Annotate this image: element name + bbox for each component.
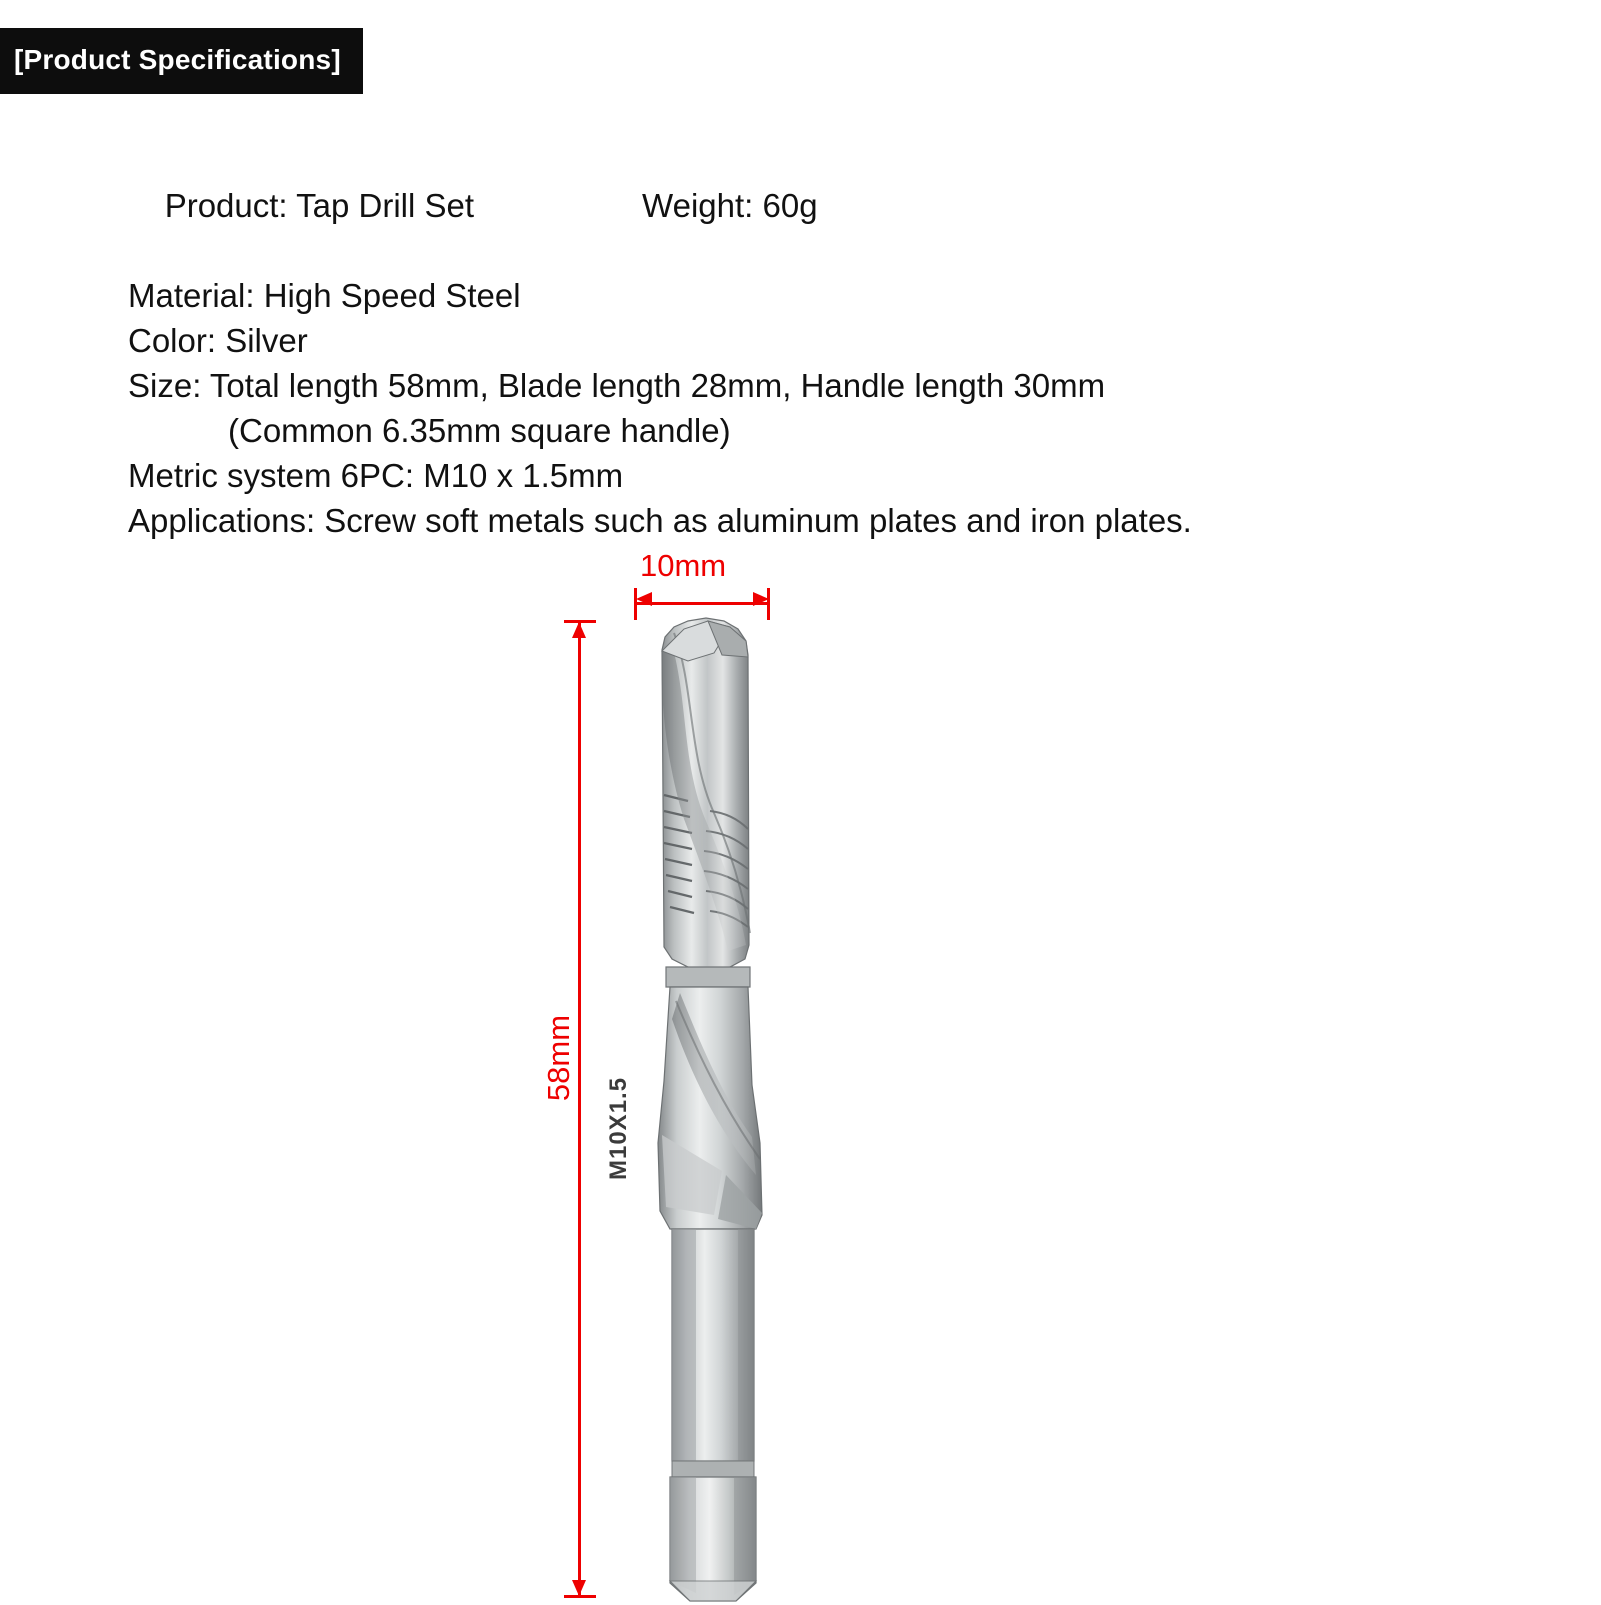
spec-color: Color: Silver bbox=[128, 322, 308, 359]
spec-product: Product: Tap Drill Set bbox=[164, 187, 475, 224]
product-specifications-banner: [Product Specifications] bbox=[0, 28, 363, 94]
tap-drill-bit-image bbox=[610, 615, 810, 1605]
spec-row-product-weight bbox=[128, 138, 1528, 273]
length-arrow-bottom-icon bbox=[572, 1580, 586, 1596]
spec-size: Size: Total length 58mm, Blade length 28mm, Handle length 30mm bbox=[128, 367, 1106, 404]
spec-metric: Metric system 6PC: M10 x 1.5mm bbox=[128, 457, 624, 494]
shank-engraving-label: M10X1.5 bbox=[605, 1076, 632, 1180]
width-dimension-line bbox=[634, 602, 770, 605]
specifications-text-block bbox=[128, 138, 1528, 543]
spec-size-note: (Common 6.35mm square handle) bbox=[228, 412, 731, 449]
spec-material: Material: High Speed Steel bbox=[128, 277, 521, 314]
spec-applications: Applications: Screw soft metals such as aluminum plates and iron plates. bbox=[128, 502, 1192, 539]
width-dimension-label: 10mm bbox=[640, 548, 727, 583]
length-arrow-top-icon bbox=[572, 622, 586, 638]
width-arrow-right-icon bbox=[753, 592, 769, 606]
width-arrow-left-icon bbox=[636, 592, 652, 606]
length-dimension-label: 58mm bbox=[541, 1014, 577, 1102]
product-figure bbox=[0, 520, 1601, 1600]
spec-weight: Weight: 60g bbox=[642, 187, 818, 224]
length-dimension-line bbox=[578, 620, 581, 1598]
